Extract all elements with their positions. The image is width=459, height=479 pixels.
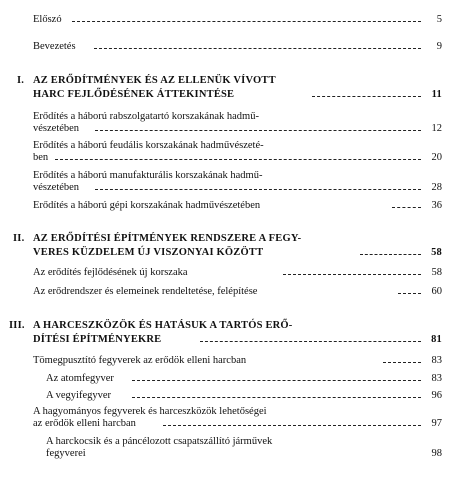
dot-leader [312, 96, 421, 97]
chapter-numeral: I. [17, 75, 25, 86]
table-of-contents: Előszó 5 Bevezetés 9 I. AZ ERŐDÍTMÉNYEK ÉS AZ ELLENÜK VÍVOTT HARC FEJLŐDÉSÉNEK ÁTTEKINTÉSE 11 Erődítés a háború rabszolgatartó korszakának hadmű- vészetében 12 Erődítés a háború feudális korszakának hadművészeté- ben 20 Erődítés a háború manufakturális korszakának hadmű- vészetében 28 Erődítés a háború gépi korszakának hadművészetében 36 II. AZ ERŐDÍTÉSI ÉPÍTMÉNYEK RENDSZERE A FEGY- VERES KÜZDELEM ÚJ VISZONYAI KÖZÖTT 58 Az erődítés fejlődésének új korszaka 58 Az erődrendszer és elemeinek rendeltetése, felépítése 60 III. A HARCESZKÖZÖK ÉS HATÁSUK A TARTÓS ERŐ- DÍTÉSI ÉPÍTMÉNYEKRE 81 Tömegpusztító fegyverek az erődök elleni harcban 83 Az atomfegyver 83 A vegyifegyver 96 A hagyományos fegyverek és harceszközök lehetőségei az erődök elleni harcban 97 A harckocsik és a páncélozott csapatszállító járművek fegyverei 98 [9, 14, 442, 459]
toc-entry-page: 9 [436, 41, 442, 52]
dot-leader [383, 362, 421, 363]
toc-entry-page: 5 [436, 14, 442, 25]
dot-leader [283, 274, 421, 275]
chapter-page: 11 [431, 89, 442, 100]
chapter-numeral: II. [13, 233, 25, 244]
dot-leader [398, 293, 421, 294]
dot-leader [392, 207, 421, 208]
chapter-page: 81 [431, 334, 442, 345]
dot-leader [163, 425, 421, 426]
dot-leader [55, 159, 421, 160]
toc-entry-title: Bevezetés [33, 41, 76, 52]
dot-leader [94, 48, 421, 49]
dot-leader [95, 189, 421, 190]
dot-leader [132, 397, 421, 398]
chapter-numeral: III. [9, 320, 25, 331]
dot-leader [72, 21, 421, 22]
dot-leader [95, 130, 421, 131]
dot-leader [360, 254, 421, 255]
dot-leader [132, 380, 421, 381]
chapter-page: 58 [431, 247, 442, 258]
dot-leader [200, 341, 421, 342]
toc-entry-title: Előszó [33, 14, 62, 25]
